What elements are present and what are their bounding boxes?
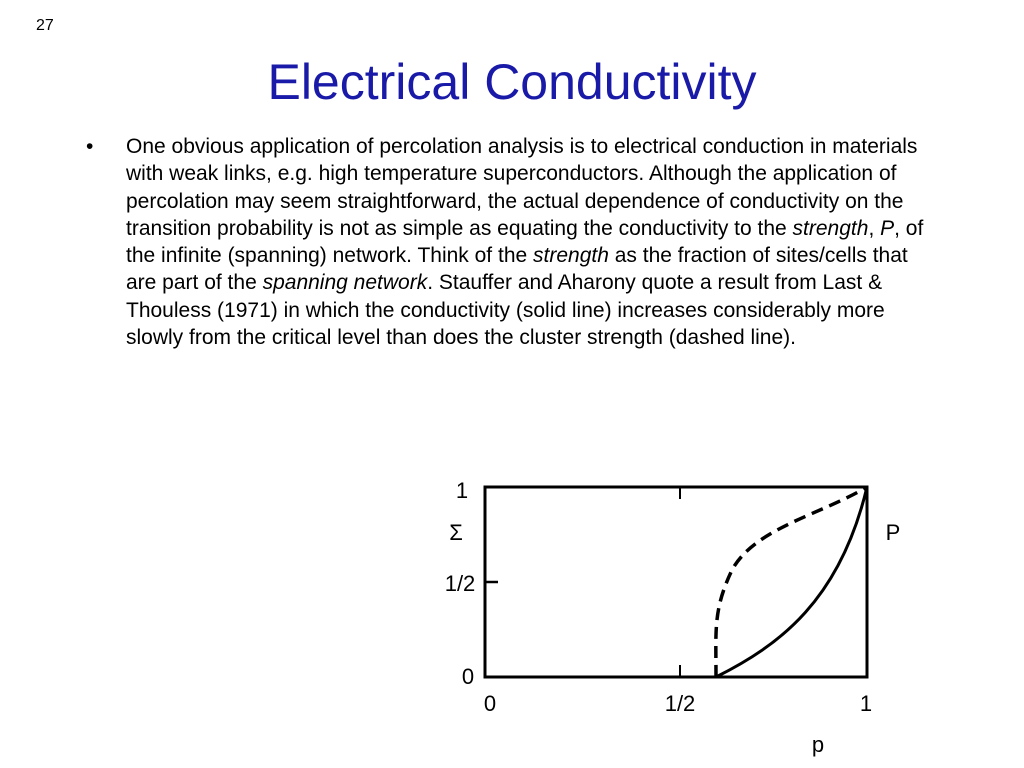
paragraph-text: . Stauffer and Aharony quote a result from Last & Thouless (1971) in which the conductivity (solid line) increases considerably more slowly from the critical level than does the cluster strength (dashed line). [126,271,885,350]
italic-term: spanning network [262,271,428,295]
slide-title: Electrical Conductivity [267,54,757,110]
italic-term: strength [792,216,869,240]
right-axis-label: P [885,520,901,545]
page-number: 27 [36,17,54,34]
x-tick-label-0: 0 [483,691,497,716]
italic-term: strength [533,244,609,268]
x-axis-label: p [811,732,825,757]
y-axis-label: Σ [449,520,463,545]
italic-term: P [880,216,895,240]
paragraph-text: One obvious application of percolation analysis is to electrical conduction in materials with weak links, e.g. high temperature superconductors. Although the application of percolation may seem straightforward, the actual dependence of conductivity on the transition probability is not as simple as equating the conductivity to the [126,135,918,240]
bullet-marker: • [86,135,94,158]
y-tick-label-half: 1/2 [444,571,476,596]
plot-frame [485,487,867,677]
x-tick-label-half: 1/2 [664,691,696,716]
conductivity-plot [420,470,940,760]
paragraph-text: , of the infinite (spanning) network. Think of the [126,216,924,268]
conductivity-figure [420,470,940,760]
paragraph-text: , [868,216,881,240]
solid-curve-conductivity [716,487,867,677]
y-tick-label-1: 1 [455,478,469,503]
y-tick-label-0: 0 [461,664,475,689]
bullet-paragraph [126,133,941,351]
dashed-curve-cluster-strength [716,487,867,677]
paragraph-text: as the fraction of sites/cells that are part of the [126,244,908,295]
x-tick-label-1: 1 [859,691,873,716]
